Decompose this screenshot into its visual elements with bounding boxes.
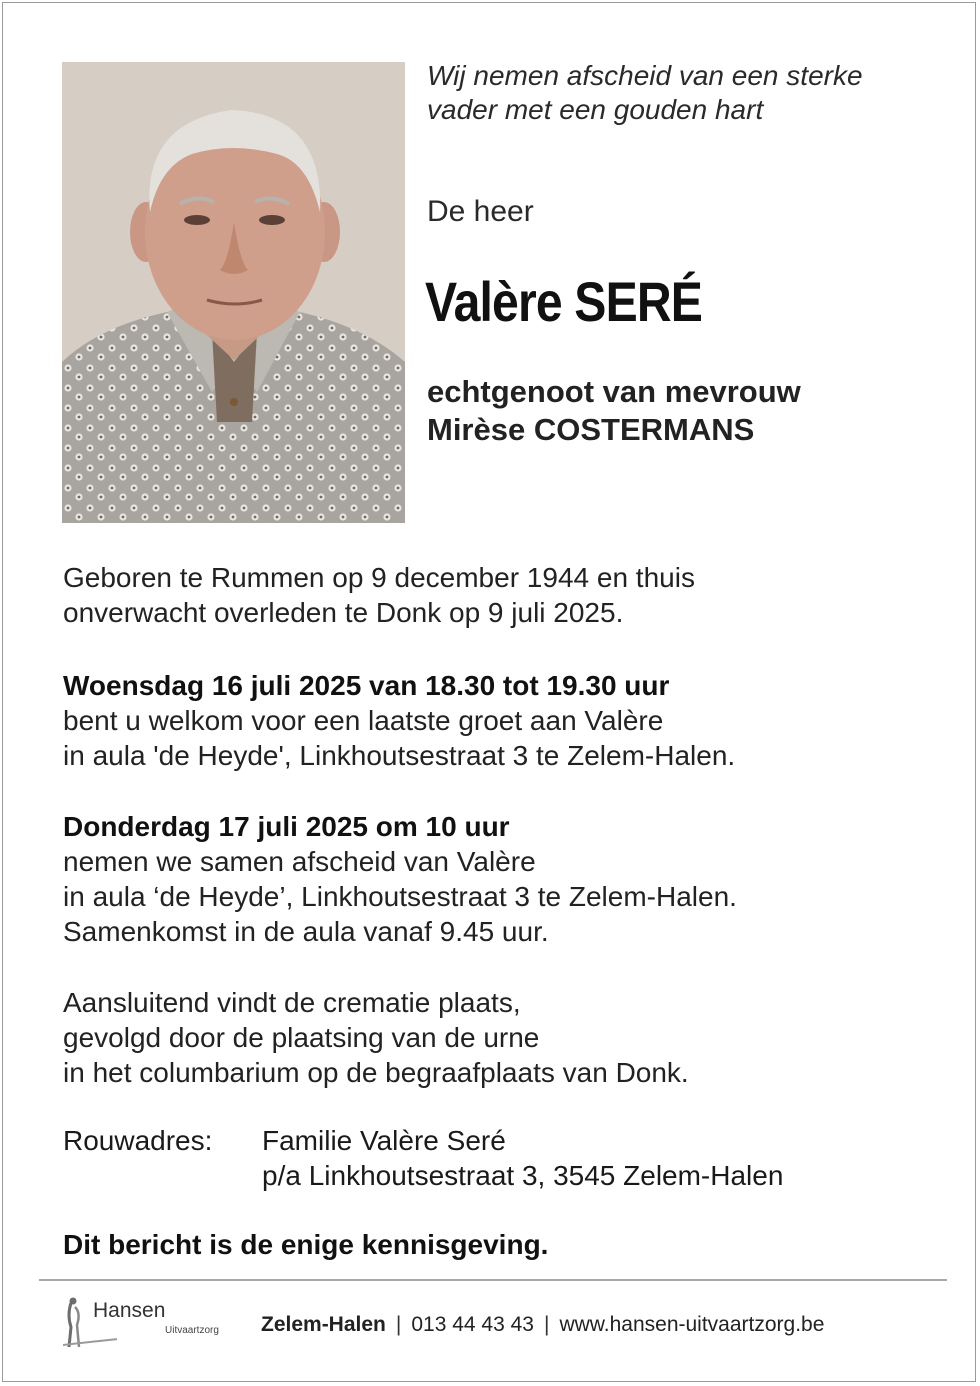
footer-website[interactable]: www.hansen-uitvaartzorg.be (559, 1313, 825, 1336)
motto-line-2: vader met een gouden hart (427, 94, 764, 125)
visitation-line-2: in aula 'de Heyde', Linkhoutsestraat 3 te Zelem-Halen. (63, 740, 736, 771)
logo-name: Hansen (93, 1299, 166, 1322)
birth-line-2: onverwacht overleden te Donk op 9 juli 2025. (63, 597, 624, 628)
footer-divider (39, 1279, 947, 1281)
visitation-heading: Woensdag 16 juli 2025 van 18.30 tot 19.30 uur (63, 670, 670, 701)
logo-subtitle: Uitvaartzorg (165, 1325, 219, 1336)
cremation-line-3: in het columbarium op de begraafplaats van Donk. (63, 1057, 689, 1088)
ceremony-line-2: in aula ‘de Heyde’, Linkhoutsestraat 3 te Zelem-Halen. (63, 881, 737, 912)
ceremony-line-3: Samenkomst in de aula vanaf 9.45 uur. (63, 916, 549, 947)
address-line-1: Familie Valère Seré (262, 1125, 506, 1156)
birth-death-paragraph (63, 560, 943, 630)
motto-line-1: Wij nemen afscheid van een sterke (427, 60, 863, 91)
spouse-line-1: echtgenoot van mevrouw (427, 374, 801, 409)
ceremony-paragraph (63, 809, 943, 949)
honorific: De heer (427, 195, 534, 228)
footer-separator: | (543, 1313, 550, 1336)
deceased-name: Valère SERÉ (425, 270, 703, 333)
spouse-line-2: Mirèse COSTERMANS (427, 412, 755, 447)
motto-quote (427, 59, 947, 127)
portrait-photo (62, 62, 405, 523)
ceremony-line-1: nemen we samen afscheid van Valère (63, 846, 536, 877)
mourning-address (262, 1123, 783, 1193)
footer-separator: | (395, 1313, 402, 1336)
spouse-info (427, 373, 801, 449)
address-label: Rouwadres: (63, 1125, 213, 1156)
cremation-line-2: gevolgd door de plaatsing van de urne (63, 1022, 540, 1053)
footer-contact (261, 1313, 824, 1337)
cremation-line-1: Aansluitend vindt de crematie plaats, (63, 987, 521, 1018)
birth-line-1: Geboren te Rummen op 9 december 1944 en thuis (63, 562, 695, 593)
visitation-line-1: bent u welkom voor een laatste groet aan Valère (63, 705, 664, 736)
visitation-paragraph (63, 668, 943, 773)
ceremony-heading: Donderdag 17 juli 2025 om 10 uur (63, 811, 510, 842)
funeral-home-logo (57, 1295, 247, 1355)
obituary-card (2, 2, 976, 1382)
footer-location: Zelem-Halen (261, 1313, 386, 1336)
cremation-paragraph (63, 985, 943, 1090)
footer-phone[interactable]: 013 44 43 43 (411, 1313, 534, 1336)
notice-statement: Dit bericht is de enige kennisgeving. (63, 1229, 549, 1260)
address-line-2: p/a Linkhoutsestraat 3, 3545 Zelem-Halen (262, 1160, 784, 1191)
